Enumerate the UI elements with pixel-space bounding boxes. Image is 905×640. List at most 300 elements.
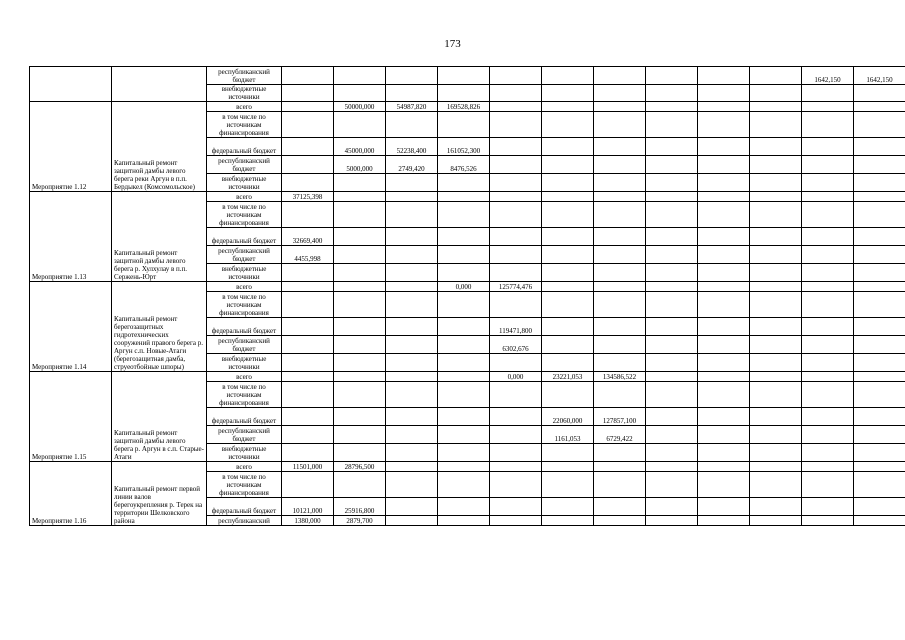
value-cell [542,228,594,246]
value-cell [802,138,854,156]
value-cell [490,102,542,112]
value-cell [646,192,698,202]
funding-source-cell: в том числе по источникам финансирования [207,112,282,138]
funding-source-cell: федеральный бюджет [207,408,282,426]
value-cell [542,472,594,498]
value-cell: 2879,700 [334,516,386,526]
value-cell [802,246,854,264]
value-cell [438,174,490,192]
value-cell: 127857,100 [594,408,646,426]
value-cell [802,472,854,498]
value-cell [698,516,750,526]
value-cell: 37125,398 [282,192,334,202]
event-cell: Мероприятие 1.15 [30,372,112,462]
value-cell [646,156,698,174]
value-cell: 169528,826 [438,102,490,112]
value-cell [438,192,490,202]
value-cell [386,112,438,138]
value-cell [542,516,594,526]
value-cell [386,202,438,228]
value-cell [334,472,386,498]
value-cell [802,336,854,354]
value-cell [698,264,750,282]
value-cell [646,372,698,382]
value-cell [542,462,594,472]
value-cell [854,336,905,354]
value-cell [334,246,386,264]
value-cell [750,444,802,462]
value-cell [802,202,854,228]
value-cell [334,282,386,292]
value-cell [750,174,802,192]
value-cell [490,382,542,408]
value-cell [646,202,698,228]
value-cell [646,112,698,138]
value-cell [438,336,490,354]
value-cell [698,156,750,174]
table-row [30,462,905,472]
value-cell [750,408,802,426]
event-name-cell: Капитальный ремонт первой линии валов берегоукрепления р. Терек на территории Шелковского района [112,462,207,526]
value-cell: 22060,000 [542,408,594,426]
value-cell [802,354,854,372]
value-cell [542,156,594,174]
value-cell [334,202,386,228]
budget-table [29,66,905,526]
value-cell [698,426,750,444]
value-cell [594,202,646,228]
value-cell [594,462,646,472]
value-cell [698,138,750,156]
value-cell [698,202,750,228]
value-cell [698,112,750,138]
funding-source-cell: всего [207,102,282,112]
value-cell [386,498,438,516]
value-cell [698,228,750,246]
value-cell [490,112,542,138]
value-cell [282,85,334,102]
value-cell [750,354,802,372]
value-cell [750,67,802,85]
value-cell [750,264,802,282]
value-cell [750,202,802,228]
value-cell [750,282,802,292]
value-cell [854,156,905,174]
value-cell [854,426,905,444]
value-cell [594,318,646,336]
value-cell: 1161,053 [542,426,594,444]
funding-source-cell: всего [207,462,282,472]
event-name-cell: Капитальный ремонт защитной дамбы левого берега реки Аргун в п.п. Бердыкел (Комсомольское) [112,102,207,192]
value-cell [594,156,646,174]
event-cell: Мероприятие 1.12 [30,102,112,192]
value-cell [802,228,854,246]
value-cell [750,372,802,382]
funding-source-cell: республиканский бюджет [207,156,282,174]
value-cell [542,102,594,112]
value-cell [594,112,646,138]
value-cell [854,462,905,472]
value-cell [854,112,905,138]
value-cell [802,382,854,408]
value-cell: 28796,500 [334,462,386,472]
value-cell: 134586,522 [594,372,646,382]
value-cell [282,202,334,228]
value-cell [750,85,802,102]
value-cell [386,516,438,526]
value-cell [646,498,698,516]
page-number: 173 [444,38,461,50]
value-cell [334,426,386,444]
value-cell: 23221,053 [542,372,594,382]
value-cell [854,444,905,462]
value-cell [854,372,905,382]
funding-source-cell: внебюджетные источники [207,444,282,462]
value-cell: 10121,000 [282,498,334,516]
value-cell [698,102,750,112]
value-cell [646,472,698,498]
value-cell [698,174,750,192]
value-cell [542,246,594,264]
funding-source-cell: федеральный бюджет [207,498,282,516]
value-cell [594,354,646,372]
value-cell [750,246,802,264]
value-cell [698,444,750,462]
value-cell [386,354,438,372]
value-cell [594,282,646,292]
value-cell [750,102,802,112]
funding-source-cell: всего [207,372,282,382]
value-cell [334,372,386,382]
value-cell: 4455,998 [282,246,334,264]
value-cell [386,372,438,382]
value-cell [386,85,438,102]
value-cell [386,382,438,408]
value-cell [646,382,698,408]
value-cell [438,498,490,516]
value-cell [646,444,698,462]
value-cell [698,318,750,336]
value-cell [438,408,490,426]
value-cell [490,426,542,444]
value-cell [698,292,750,318]
value-cell [594,174,646,192]
value-cell [698,498,750,516]
value-cell [802,292,854,318]
value-cell [282,318,334,336]
value-cell [646,354,698,372]
value-cell [854,174,905,192]
value-cell [490,202,542,228]
value-cell: 6729,422 [594,426,646,444]
value-cell [334,112,386,138]
funding-source-cell: республиканский [207,516,282,526]
value-cell [698,336,750,354]
value-cell [854,354,905,372]
value-cell [386,228,438,246]
value-cell [282,382,334,408]
value-cell [282,336,334,354]
value-cell [646,282,698,292]
value-cell [386,292,438,318]
value-cell [802,498,854,516]
value-cell [490,354,542,372]
value-cell [594,102,646,112]
value-cell [490,264,542,282]
value-cell [594,336,646,354]
value-cell [750,192,802,202]
value-cell [386,67,438,85]
value-cell [698,408,750,426]
value-cell [646,174,698,192]
value-cell [802,516,854,526]
value-cell [594,85,646,102]
value-cell [854,382,905,408]
value-cell [282,102,334,112]
value-cell [334,264,386,282]
value-cell [646,408,698,426]
value-cell [646,228,698,246]
value-cell [490,246,542,264]
value-cell [438,318,490,336]
funding-source-cell: в том числе по источникам финансирования [207,472,282,498]
value-cell [646,516,698,526]
value-cell [542,138,594,156]
value-cell [334,444,386,462]
value-cell [386,246,438,264]
value-cell [646,426,698,444]
value-cell [542,318,594,336]
value-cell [646,318,698,336]
value-cell [854,282,905,292]
value-cell [698,67,750,85]
value-cell [282,282,334,292]
value-cell [438,462,490,472]
value-cell [698,246,750,264]
value-cell [646,336,698,354]
event-name-cell: Капитальный ремонт защитной дамбы левого берега р. Хулхулау в п.п. Сержень-Юрт [112,192,207,282]
value-cell [438,382,490,408]
value-cell [542,112,594,138]
funding-source-cell: внебюджетные источники [207,85,282,102]
funding-source-cell: республиканский бюджет [207,426,282,444]
value-cell [542,336,594,354]
value-cell [282,138,334,156]
value-cell [750,292,802,318]
value-cell [386,462,438,472]
value-cell [646,462,698,472]
value-cell [750,472,802,498]
value-cell [490,462,542,472]
value-cell [750,112,802,138]
value-cell [750,498,802,516]
value-cell [542,192,594,202]
value-cell [802,85,854,102]
value-cell [334,408,386,426]
value-cell: 2749,420 [386,156,438,174]
value-cell [490,472,542,498]
value-cell [802,426,854,444]
value-cell [802,112,854,138]
value-cell [334,85,386,102]
funding-source-cell: республиканский бюджет [207,67,282,85]
value-cell [438,85,490,102]
value-cell [334,354,386,372]
value-cell [386,408,438,426]
value-cell [282,156,334,174]
funding-source-cell: федеральный бюджет [207,228,282,246]
value-cell [282,426,334,444]
value-cell [438,372,490,382]
funding-source-cell: в том числе по источникам финансирования [207,382,282,408]
value-cell [750,516,802,526]
value-cell: 0,000 [490,372,542,382]
value-cell [438,202,490,228]
value-cell [386,336,438,354]
value-cell [854,228,905,246]
value-cell [542,382,594,408]
value-cell [542,498,594,516]
event-name-cell [112,67,207,102]
value-cell: 1642,150 [854,67,905,85]
value-cell [282,292,334,318]
value-cell [438,292,490,318]
value-cell [646,264,698,282]
value-cell [698,382,750,408]
value-cell [750,228,802,246]
value-cell [334,336,386,354]
value-cell [854,102,905,112]
value-cell [282,444,334,462]
table-row [30,102,905,112]
value-cell [854,516,905,526]
value-cell [594,228,646,246]
value-cell [282,67,334,85]
value-cell [594,246,646,264]
value-cell [698,192,750,202]
value-cell [802,102,854,112]
value-cell [490,408,542,426]
value-cell [386,472,438,498]
value-cell [490,292,542,318]
value-cell: 45000,000 [334,138,386,156]
value-cell [854,192,905,202]
value-cell: 5000,000 [334,156,386,174]
event-name-cell: Капитальный ремонт берегозащитных гидротехнических сооружений правого берега р. Аргун с.п. Новые-Атаги (берегозащитная дамба, струеотбойные шпоры) [112,282,207,372]
value-cell [490,174,542,192]
value-cell: 1380,000 [282,516,334,526]
funding-source-cell: в том числе по источникам финансирования [207,202,282,228]
value-cell [698,472,750,498]
value-cell [854,498,905,516]
value-cell [646,292,698,318]
event-cell: Мероприятие 1.13 [30,192,112,282]
value-cell [542,282,594,292]
funding-source-cell: федеральный бюджет [207,138,282,156]
value-cell [282,372,334,382]
value-cell [438,426,490,444]
value-cell [490,516,542,526]
funding-source-cell: республиканский бюджет [207,336,282,354]
value-cell [438,228,490,246]
value-cell [542,354,594,372]
value-cell [698,85,750,102]
value-cell [594,292,646,318]
value-cell [490,67,542,85]
value-cell [386,282,438,292]
value-cell [282,354,334,372]
value-cell: 0,000 [438,282,490,292]
value-cell: 1642,150 [802,67,854,85]
value-cell [750,318,802,336]
value-cell [802,192,854,202]
value-cell [854,264,905,282]
value-cell [802,264,854,282]
value-cell [334,292,386,318]
value-cell [594,498,646,516]
value-cell [386,192,438,202]
value-cell: 32669,400 [282,228,334,246]
value-cell [750,138,802,156]
value-cell: 54987,820 [386,102,438,112]
value-cell [750,462,802,472]
value-cell [282,264,334,282]
funding-source-cell: республиканский бюджет [207,246,282,264]
value-cell [594,382,646,408]
value-cell [854,318,905,336]
value-cell [802,462,854,472]
value-cell [386,264,438,282]
value-cell [386,318,438,336]
value-cell [438,246,490,264]
value-cell [594,192,646,202]
value-cell: 25916,800 [334,498,386,516]
value-cell [386,444,438,462]
value-cell [334,382,386,408]
value-cell [646,67,698,85]
value-cell [646,246,698,264]
value-cell: 125774,476 [490,282,542,292]
value-cell: 6302,676 [490,336,542,354]
value-cell [386,174,438,192]
value-cell [438,516,490,526]
value-cell [594,516,646,526]
value-cell [542,264,594,282]
value-cell [594,264,646,282]
value-cell [490,192,542,202]
value-cell [750,382,802,408]
value-cell [438,264,490,282]
value-cell [490,138,542,156]
value-cell [334,174,386,192]
value-cell: 50000,000 [334,102,386,112]
funding-source-cell: внебюджетные источники [207,354,282,372]
value-cell [854,472,905,498]
value-cell [854,246,905,264]
value-cell [594,444,646,462]
table-row [30,67,905,85]
event-cell: Мероприятие 1.14 [30,282,112,372]
funding-source-cell: в том числе по источникам финансирования [207,292,282,318]
value-cell [490,228,542,246]
value-cell: 161052,300 [438,138,490,156]
funding-source-cell: федеральный бюджет [207,318,282,336]
value-cell [750,156,802,174]
value-cell [282,174,334,192]
value-cell: 119471,800 [490,318,542,336]
value-cell [438,472,490,498]
table-row [30,282,905,292]
